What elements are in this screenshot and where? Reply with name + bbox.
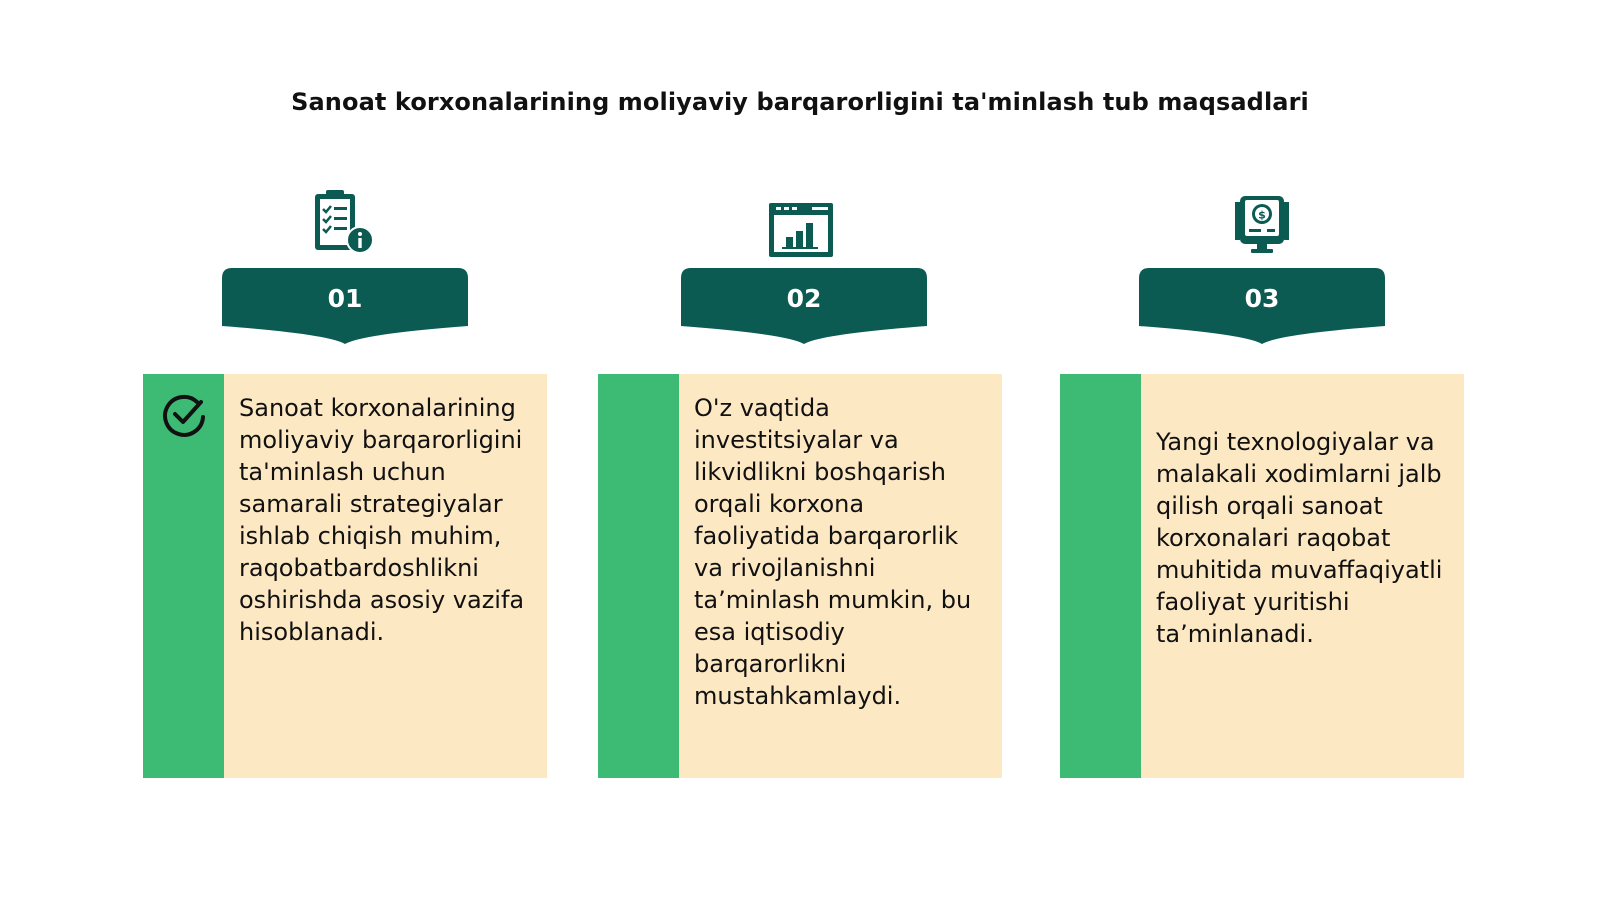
step-card-01 <box>143 374 547 778</box>
step-banner-01 <box>222 268 468 348</box>
card-accent-bar <box>598 374 679 778</box>
step-card-03 <box>1060 374 1464 778</box>
step-banner-02 <box>681 268 927 348</box>
step-description: O'z vaqtida investitsiyalar va likvidlikni boshqarish orqali korxona faoliyatida barqarorlik va rivojlanishni ta’minlash mumkin, bu esa iqtisodiy barqarorlikni mustahkamlaydi. <box>694 394 972 710</box>
step-number: 02 <box>786 284 822 313</box>
check-circle-icon <box>161 392 207 438</box>
step-card-02 <box>598 374 1002 778</box>
step-banner-03 <box>1139 268 1385 348</box>
dashboard-bar-chart-icon <box>766 193 836 263</box>
step-number: 01 <box>327 284 363 313</box>
step-number: 03 <box>1244 284 1280 313</box>
clipboard-checklist-info-icon <box>310 188 380 258</box>
step-description: Yangi texnologiyalar va malakali xodimlarni jalb qilish orqali sanoat korxonalari raqobat muhitida muvaffaqiyatli faoliyat yuritishi ta’minlanadi. <box>1156 428 1443 648</box>
svg-text:$: $ <box>1258 208 1266 222</box>
card-accent-bar <box>1060 374 1141 778</box>
monitor-dollar-icon <box>1227 190 1297 260</box>
step-description: Sanoat korxonalarining moliyaviy barqarorligini ta'minlash uchun samarali strategiyalar ishlab chiqish muhim, raqobatbardoshlikni oshirishda asosiy vazifa hisoblanadi. <box>239 394 525 646</box>
page-title: Sanoat korxonalarining moliyaviy barqarorligini ta'minlash tub maqsadlari <box>291 88 1309 116</box>
